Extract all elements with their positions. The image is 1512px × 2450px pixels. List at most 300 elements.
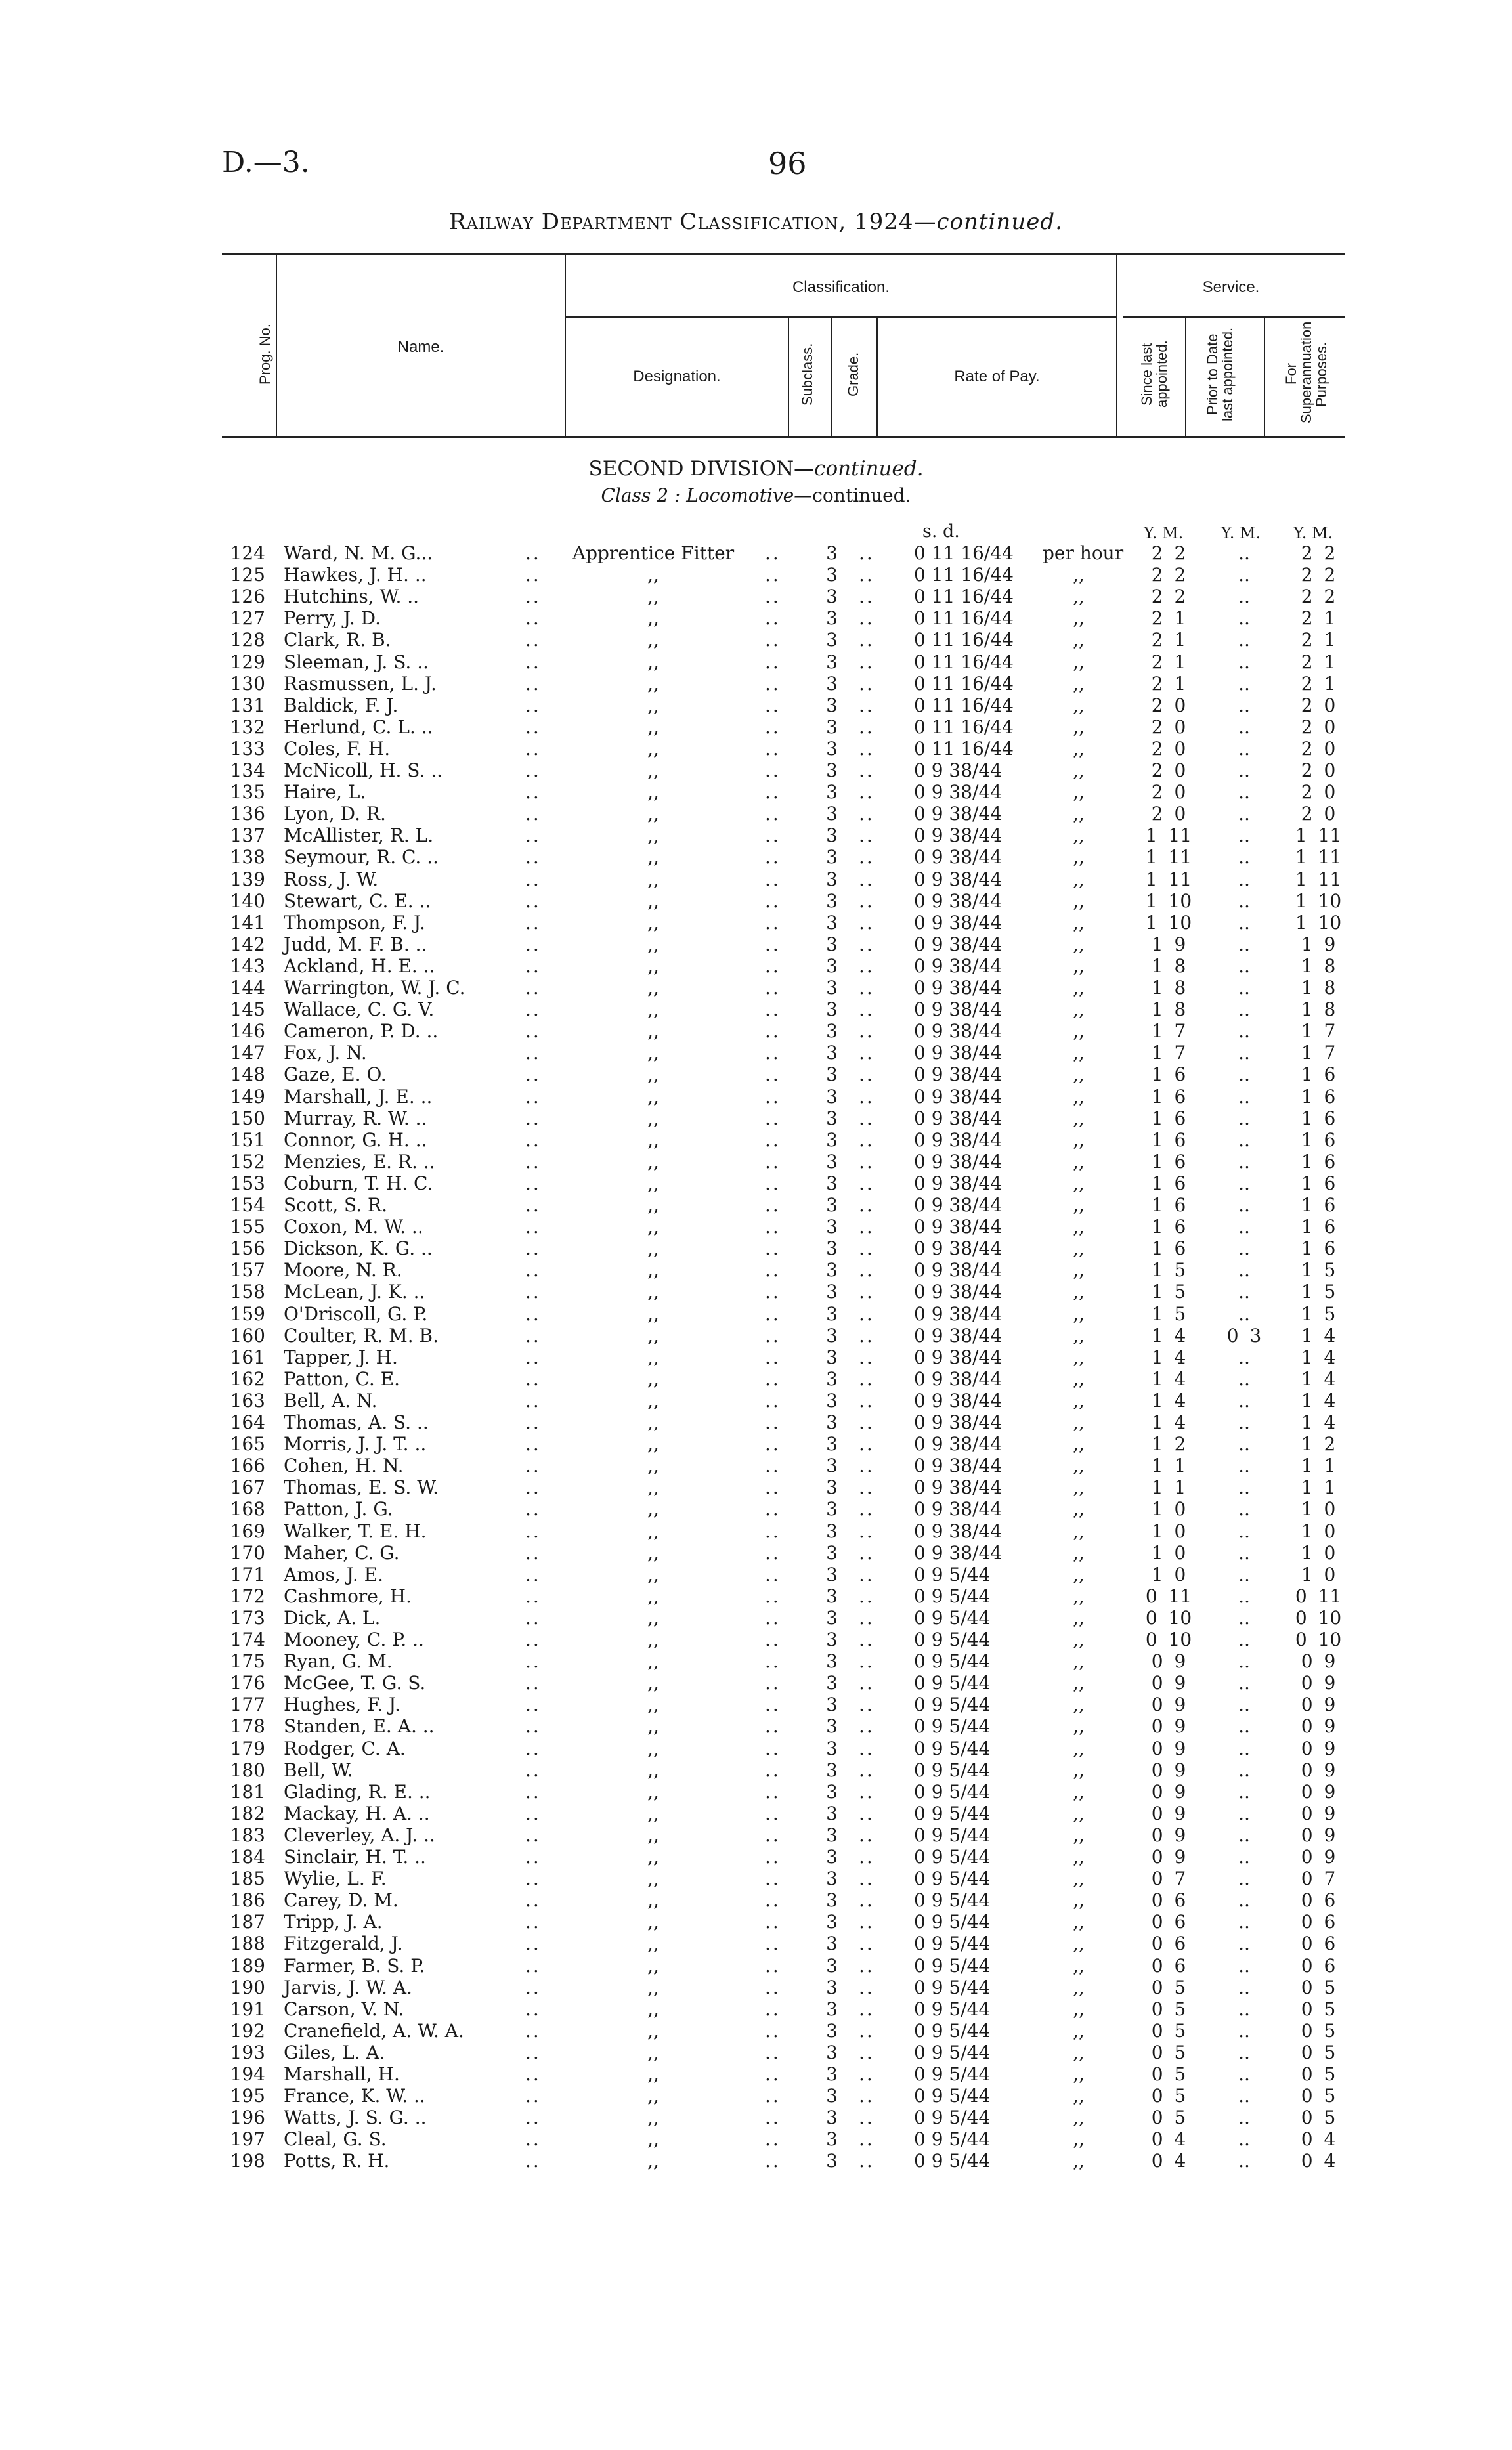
prior-to-cell: .. [1238,1020,1250,1042]
superannuation-cell: 0 6 [1301,1954,1336,1977]
designation-cell: ,, [647,672,659,695]
table-row [0,1694,1512,1715]
since-last-cell: 1 11 [1145,868,1192,890]
leader-dots: .. [859,911,875,934]
table-row [0,1020,1512,1042]
superannuation-cell: 0 5 [1301,2063,1336,2085]
rate-unit-cell: ,, [1073,672,1085,695]
table-row [0,1151,1512,1172]
superannuation-cell: 0 9 [1301,1824,1336,1846]
prior-to-cell: .. [1238,2085,1250,2107]
prog-number-cell: 181 [230,1780,265,1803]
rate-cell: 0 9 5/44 [914,1933,991,1955]
leader-dots: .. [765,1824,781,1846]
rate-unit-cell: ,, [1073,1172,1085,1194]
prior-to-cell: .. [1238,1541,1250,1564]
leader-dots: .. [859,1042,875,1064]
prior-to-cell: .. [1238,911,1250,934]
superannuation-cell: 2 2 [1301,564,1336,586]
prior-to-cell: .. [1238,1824,1250,1846]
since-last-cell: 1 0 [1151,1563,1186,1585]
rate-cell: 0 9 38/44 [914,1216,1003,1238]
since-last-cell: 2 2 [1151,542,1186,564]
leader-dots: .. [859,868,875,890]
subclass-cell: 3 [826,1889,838,1912]
subclass-cell: 3 [826,2085,838,2107]
rate-cell: 0 9 38/44 [914,803,1003,825]
leader-dots: .. [859,2107,875,2129]
name-cell: Amos, J. E. [284,1563,383,1585]
leader-dots: .. [525,1585,541,1607]
leader-dots: .. [525,1998,541,2020]
prior-to-cell: .. [1238,1150,1250,1172]
since-last-cell: 0 5 [1151,2019,1186,2042]
prog-number-cell: 142 [230,933,265,955]
designation-cell: ,, [647,955,659,977]
subclass-cell: 3 [826,737,838,760]
rate-cell: 0 9 38/44 [914,1324,1003,1346]
leader-dots: .. [525,1476,541,1499]
rate-cell: 0 9 38/44 [914,1476,1003,1499]
subclass-cell: 3 [826,1824,838,1846]
subclass-cell: 3 [826,1346,838,1368]
prog-number-cell: 161 [230,1346,265,1368]
leader-dots: .. [859,760,875,781]
table-row [0,2063,1512,2085]
superannuation-cell: 1 2 [1301,1433,1336,1455]
subclass-cell: 3 [826,1216,838,1238]
superannuation-cell: 1 6 [1301,1216,1336,1238]
leader-dots: .. [525,1281,541,1303]
prog-number-cell: 189 [230,1954,265,1977]
leader-dots: .. [765,1846,781,1868]
designation-cell: ,, [647,2063,659,2085]
since-last-cell: 0 9 [1151,1672,1186,1694]
leader-dots: .. [765,2128,781,2151]
designation-cell: ,, [647,2107,659,2129]
superannuation-cell: 0 10 [1295,1629,1342,1650]
name-cell: Jarvis, J. W. A. [284,1976,412,1998]
prog-number-cell: 155 [230,1216,265,1238]
designation-cell: ,, [647,1563,659,1585]
leader-dots: .. [859,1650,875,1673]
table-row [0,1998,1512,2020]
rate-unit-cell: ,, [1073,890,1085,912]
name-cell: O'Driscoll, G. P. [284,1302,428,1325]
leader-dots: .. [525,1259,541,1281]
name-cell: Perry, J. D. [284,607,381,630]
rate-unit-cell: ,, [1073,868,1085,890]
leader-dots: .. [859,694,875,716]
leader-dots: .. [525,1606,541,1629]
prog-number-cell: 167 [230,1476,265,1499]
rate-unit-cell: ,, [1073,2150,1085,2172]
designation-cell: ,, [647,803,659,825]
rate-unit-cell: ,, [1073,999,1085,1021]
superannuation-cell: 1 10 [1295,890,1342,912]
designation-cell: ,, [647,1976,659,1998]
rate-cell: 0 9 5/44 [914,2019,991,2042]
rate-cell: 0 9 38/44 [914,1346,1003,1368]
designation-cell: ,, [647,933,659,955]
designation-cell: ,, [647,825,659,847]
subclass-cell: 3 [826,607,838,630]
name-cell: Walker, T. E. H. [284,1520,427,1542]
designation-cell: ,, [647,1846,659,1868]
subclass-cell: 3 [826,1563,838,1585]
subclass-cell: 3 [826,1476,838,1499]
leader-dots: .. [765,2063,781,2085]
prog-number-cell: 190 [230,1976,265,1998]
table-row [0,1781,1512,1803]
table-row [0,716,1512,738]
name-cell: Bell, A. N. [284,1389,378,1411]
subclass-cell: 3 [826,694,838,716]
leader-dots: .. [859,737,875,760]
class-text: Class 2 : Locomotive— [601,484,813,506]
rate-cell: 0 9 38/44 [914,1259,1003,1281]
table-row [0,1281,1512,1302]
table-row [0,1325,1512,1346]
rate-cell: 0 9 5/44 [914,1911,991,1933]
leader-dots: .. [525,933,541,955]
name-cell: Ackland, H. E. .. [284,955,435,977]
superannuation-cell: 1 0 [1301,1498,1336,1520]
leader-dots: .. [859,564,875,586]
subclass-cell: 3 [826,2041,838,2063]
since-last-cell: 1 4 [1151,1324,1186,1346]
superannuation-cell: 1 6 [1301,1150,1336,1172]
subclass-cell: 3 [826,1498,838,1520]
table-row [0,1216,1512,1237]
designation-cell: ,, [647,1933,659,1955]
prog-number-cell: 143 [230,955,265,977]
since-last-cell: 1 11 [1145,825,1192,847]
rate-cell: 0 11 16/44 [914,629,1014,651]
name-cell: Murray, R. W. .. [284,1107,427,1129]
subclass-cell: 3 [826,781,838,804]
rate-cell: 0 9 5/44 [914,1606,991,1629]
leader-dots: .. [765,1541,781,1564]
rate-unit-cell: ,, [1073,1629,1085,1650]
superannuation-cell: 1 7 [1301,1020,1336,1042]
leader-dots: .. [859,1498,875,1520]
superannuation-cell: 0 6 [1301,1933,1336,1955]
rate-unit-cell: ,, [1073,846,1085,869]
prior-to-cell: .. [1238,586,1250,608]
name-cell: McLean, J. K. .. [284,1281,425,1303]
leader-dots: .. [525,1346,541,1368]
designation-cell: ,, [647,2019,659,2042]
subclass-cell: 3 [826,2019,838,2042]
rate-unit-cell: ,, [1073,911,1085,934]
designation-cell: ,, [647,1020,659,1042]
subclass-cell: 3 [826,1846,838,1868]
leader-dots: .. [525,977,541,999]
since-last-cell: 1 0 [1151,1498,1186,1520]
rate-cell: 0 9 38/44 [914,1498,1003,1520]
name-cell: Rodger, C. A. [284,1737,406,1759]
leader-dots: .. [525,1933,541,1955]
rate-unit-cell: ,, [1073,1694,1085,1716]
designation-cell: ,, [647,1715,659,1738]
prior-to-cell: .. [1238,1520,1250,1542]
prog-number-cell: 194 [230,2063,265,2085]
rate-unit-cell: ,, [1073,1954,1085,1977]
prog-number-cell: 127 [230,607,265,630]
leader-dots: .. [525,1563,541,1585]
subclass-header: Subclass. [799,343,815,406]
prog-number-cell: 170 [230,1541,265,1564]
subclass-cell: 3 [826,1606,838,1629]
name-cell: Seymour, R. C. .. [284,846,439,869]
leader-dots: .. [859,1606,875,1629]
rate-unit-cell: ,, [1073,1324,1085,1346]
prior-to-cell: .. [1238,825,1250,847]
leader-dots: .. [525,737,541,760]
leader-dots: .. [765,1563,781,1585]
leader-dots: .. [859,1346,875,1368]
leader-dots: .. [859,1128,875,1151]
leader-dots: .. [859,1476,875,1499]
superannuation-cell: 0 9 [1301,1650,1336,1673]
col-rule-3 [788,316,789,437]
rate-unit-cell: ,, [1073,825,1085,847]
prior-to-cell: .. [1238,1128,1250,1151]
since-last-cell: 2 0 [1151,737,1186,760]
since-last-cell: 2 1 [1151,651,1186,673]
prior-to-cell: .. [1238,737,1250,760]
leader-dots: .. [859,1302,875,1325]
leader-dots: .. [525,1433,541,1455]
designation-cell: ,, [647,760,659,781]
superannuation-cell: 1 10 [1295,911,1342,934]
superannuation-cell: 1 1 [1301,1476,1336,1499]
subclass-cell: 3 [826,1281,838,1303]
subclass-cell: 3 [826,716,838,738]
leader-dots: .. [525,1064,541,1086]
leader-dots: .. [765,1281,781,1303]
rate-cell: 0 9 5/44 [914,1998,991,2020]
rate-cell: 0 9 38/44 [914,1107,1003,1129]
since-last-cell: 0 4 [1151,2150,1186,2172]
designation-cell: ,, [647,716,659,738]
subclass-cell: 3 [826,1976,838,1998]
rate-unit-cell: ,, [1073,1911,1085,1933]
superannuation-cell: 0 9 [1301,1737,1336,1759]
prior-to-cell: .. [1238,1563,1250,1585]
prior-to-cell: .. [1238,716,1250,738]
since-last-cell: 0 9 [1151,1650,1186,1673]
prog-number-cell: 165 [230,1433,265,1455]
prog-number-cell: 197 [230,2128,265,2151]
page-title [0,209,1512,235]
prog-number-cell: 149 [230,1085,265,1107]
subclass-cell: 3 [826,651,838,673]
table-row [0,673,1512,695]
superannuation-cell: 0 9 [1301,1802,1336,1824]
superannuation-cell: 2 0 [1301,803,1336,825]
since-last-cell: 1 8 [1151,999,1186,1021]
superannuation-cell: 1 5 [1301,1302,1336,1325]
leader-dots: .. [765,1780,781,1803]
rate-cell: 0 9 5/44 [914,1976,991,1998]
designation-cell: ,, [647,1824,659,1846]
name-cell: Fitzgerald, J. [284,1933,403,1955]
designation-cell: ,, [647,1194,659,1216]
leader-dots: .. [859,607,875,630]
superannuation-cell: 1 8 [1301,999,1336,1021]
name-cell: Maher, C. G. [284,1541,400,1564]
superannuation-cell: 1 5 [1301,1259,1336,1281]
prior-to-cell: .. [1238,1585,1250,1607]
leader-dots: .. [859,1085,875,1107]
table-row [0,1629,1512,1650]
name-cell: McNicoll, H. S. .. [284,760,443,781]
leader-dots: .. [859,716,875,738]
prior-to-cell: .. [1238,1433,1250,1455]
leader-dots: .. [859,1933,875,1955]
division-heading [0,457,1512,481]
name-cell: Patton, C. E. [284,1367,400,1390]
since-last-cell: 2 0 [1151,803,1186,825]
rate-cell: 0 9 38/44 [914,1172,1003,1194]
rate-cell: 0 9 5/44 [914,1715,991,1738]
leader-dots: .. [765,1802,781,1824]
prior-to-cell: .. [1238,1216,1250,1238]
leader-dots: .. [765,1650,781,1673]
name-cell: Cranefield, A. W. A. [284,2019,464,2042]
prior-to-cell: .. [1238,1954,1250,1977]
table-row [0,2020,1512,2042]
since-last-cell: 0 9 [1151,1846,1186,1868]
subclass-cell: 3 [826,586,838,608]
leader-dots: .. [765,629,781,651]
name-cell: Carey, D. M. [284,1889,399,1912]
prog-number-cell: 192 [230,2019,265,2042]
leader-dots: .. [765,1389,781,1411]
rate-unit-cell: ,, [1073,1541,1085,1564]
rate-cell: 0 9 38/44 [914,1237,1003,1260]
leader-dots: .. [525,564,541,586]
table-row [0,1498,1512,1520]
prog-number-cell: 163 [230,1389,265,1411]
since-last-cell: 0 7 [1151,1868,1186,1890]
rate-unit-cell: ,, [1073,1802,1085,1824]
table-row [0,695,1512,716]
superannuation-cell: 1 4 [1301,1324,1336,1346]
prior-to-cell: .. [1238,1455,1250,1477]
prior-to-cell: .. [1238,1237,1250,1260]
designation-cell: ,, [647,1107,659,1129]
prior-to-cell: .. [1238,999,1250,1021]
leader-dots: .. [859,1324,875,1346]
name-cell: Rasmussen, L. J. [284,672,437,695]
subclass-cell: 3 [826,1389,838,1411]
rate-cell: 0 9 5/44 [914,1868,991,1890]
subclass-cell: 3 [826,846,838,869]
subclass-cell: 3 [826,1650,838,1673]
leader-dots: .. [525,1650,541,1673]
superannuation-cell: 2 1 [1301,651,1336,673]
leader-dots: .. [859,1715,875,1738]
subclass-cell: 3 [826,955,838,977]
name-cell: Dick, A. L. [284,1606,381,1629]
prior-to-cell: .. [1238,846,1250,869]
leader-dots: .. [525,1694,541,1716]
prior-to-cell: .. [1238,868,1250,890]
subclass-cell: 3 [826,1150,838,1172]
prior-to-cell: .. [1238,2041,1250,2063]
designation-cell: ,, [647,1911,659,1933]
rate-unit-cell: ,, [1073,2041,1085,2063]
designation-cell: ,, [647,1606,659,1629]
name-cell: Hawkes, J. H. .. [284,564,427,586]
classification-divider [565,316,1116,318]
rate-unit-cell: ,, [1073,1933,1085,1955]
prior-to-cell: .. [1238,890,1250,912]
superannuation-cell: 0 9 [1301,1846,1336,1868]
prior-to-cell: .. [1238,781,1250,804]
name-cell: Cleal, G. S. [284,2128,387,2151]
leader-dots: .. [765,1629,781,1650]
name-cell: Ryan, G. M. [284,1650,393,1673]
table-row [0,1759,1512,1781]
prior-to-cell: .. [1238,977,1250,999]
since-last-cell: 1 8 [1151,977,1186,999]
prog-number-cell: 156 [230,1237,265,1260]
since-last-cell: 1 4 [1151,1389,1186,1411]
leader-dots: .. [859,1259,875,1281]
subclass-cell: 3 [826,542,838,564]
prior-to-cell: .. [1238,1346,1250,1368]
since-last-cell: 2 0 [1151,694,1186,716]
name-cell: Tripp, J. A. [284,1911,383,1933]
leader-dots: .. [859,1824,875,1846]
table-row [0,1064,1512,1085]
leader-dots: .. [525,1367,541,1390]
rate-unit-cell: ,, [1073,694,1085,716]
table-row [0,1303,1512,1325]
col-rule-8 [1264,316,1265,437]
name-cell: Carson, V. N. [284,1998,404,2020]
leader-dots: .. [525,2063,541,2085]
since-last-cell: 0 9 [1151,1824,1186,1846]
rate-cell: 0 9 38/44 [914,1042,1003,1064]
rate-cell: 0 9 38/44 [914,1389,1003,1411]
rate-cell: 0 9 38/44 [914,1128,1003,1151]
prog-number-cell: 187 [230,1911,265,1933]
designation-cell: ,, [647,846,659,869]
prog-number-cell: 154 [230,1194,265,1216]
rate-unit-cell: ,, [1073,586,1085,608]
rate-unit-cell: ,, [1073,1259,1085,1281]
name-cell: Farmer, B. S. P. [284,1954,425,1977]
superannuation-cell: 0 6 [1301,1889,1336,1912]
leader-dots: .. [525,1172,541,1194]
leader-dots: .. [525,1194,541,1216]
leader-dots: .. [525,1389,541,1411]
leader-dots: .. [525,1455,541,1477]
designation-cell: ,, [647,564,659,586]
since-last-cell: 1 0 [1151,1541,1186,1564]
leader-dots: .. [765,1889,781,1912]
leader-dots: .. [859,890,875,912]
table-row [0,760,1512,781]
leader-dots: .. [525,760,541,781]
leader-dots: .. [859,2085,875,2107]
service-header: Service. [1202,278,1260,296]
